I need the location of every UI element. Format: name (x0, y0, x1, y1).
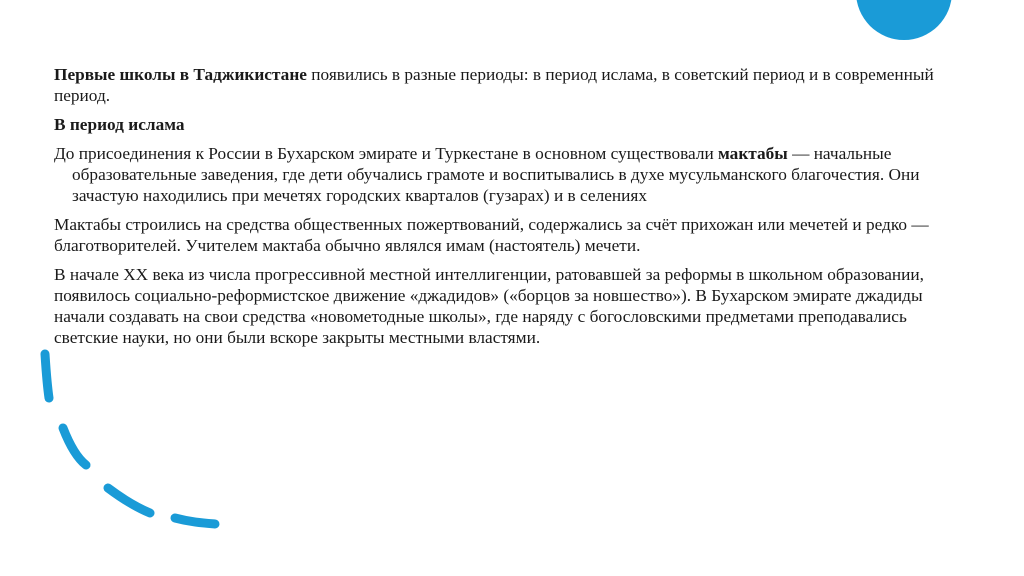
maktab-text-after: — начальные образовательные заведения, где дети обучались грамоте и воспитывались в духе мусульманского благочестия. Они зачастую находились при мечетях городских кварталов (гузарах) и в селениях (72, 144, 920, 205)
intro-text: появились в разные периоды: в период ислама, в советский период и в современный период. (54, 65, 934, 105)
intro-paragraph (54, 64, 934, 106)
maktab-text-before: До присоединения к России в Бухарском эмирате и Туркестане в основном существовали (54, 144, 719, 163)
slide-content (54, 64, 934, 356)
maktab-term: мактабы (718, 144, 788, 163)
decorative-circle-icon (856, 0, 952, 40)
section-heading: В период ислама (54, 115, 185, 134)
intro-bold: Первые школы в Таджикистане (54, 65, 307, 84)
funding-paragraph: Мактабы строились на средства общественных пожертвований, содержались за счёт прихожан или мечетей и редко — благотворителей. Учителем мактаба обычно являлся имам (настоятель) мечети. (54, 215, 929, 255)
maktab-paragraph (54, 143, 934, 206)
jadid-paragraph: В начале XX века из числа прогрессивной местной интеллигенции, ратовавшей за реформы в школьном образовании, появилось социально-реформистское движение «джадидов» («борцов за новшество»). В Бухарском эмирате джадиды начали создавать на свои средства «новометодные школы», где наряду с богословскими предметами преподавались светские науки, но они были вскоре закрыты местными властями. (54, 265, 924, 347)
